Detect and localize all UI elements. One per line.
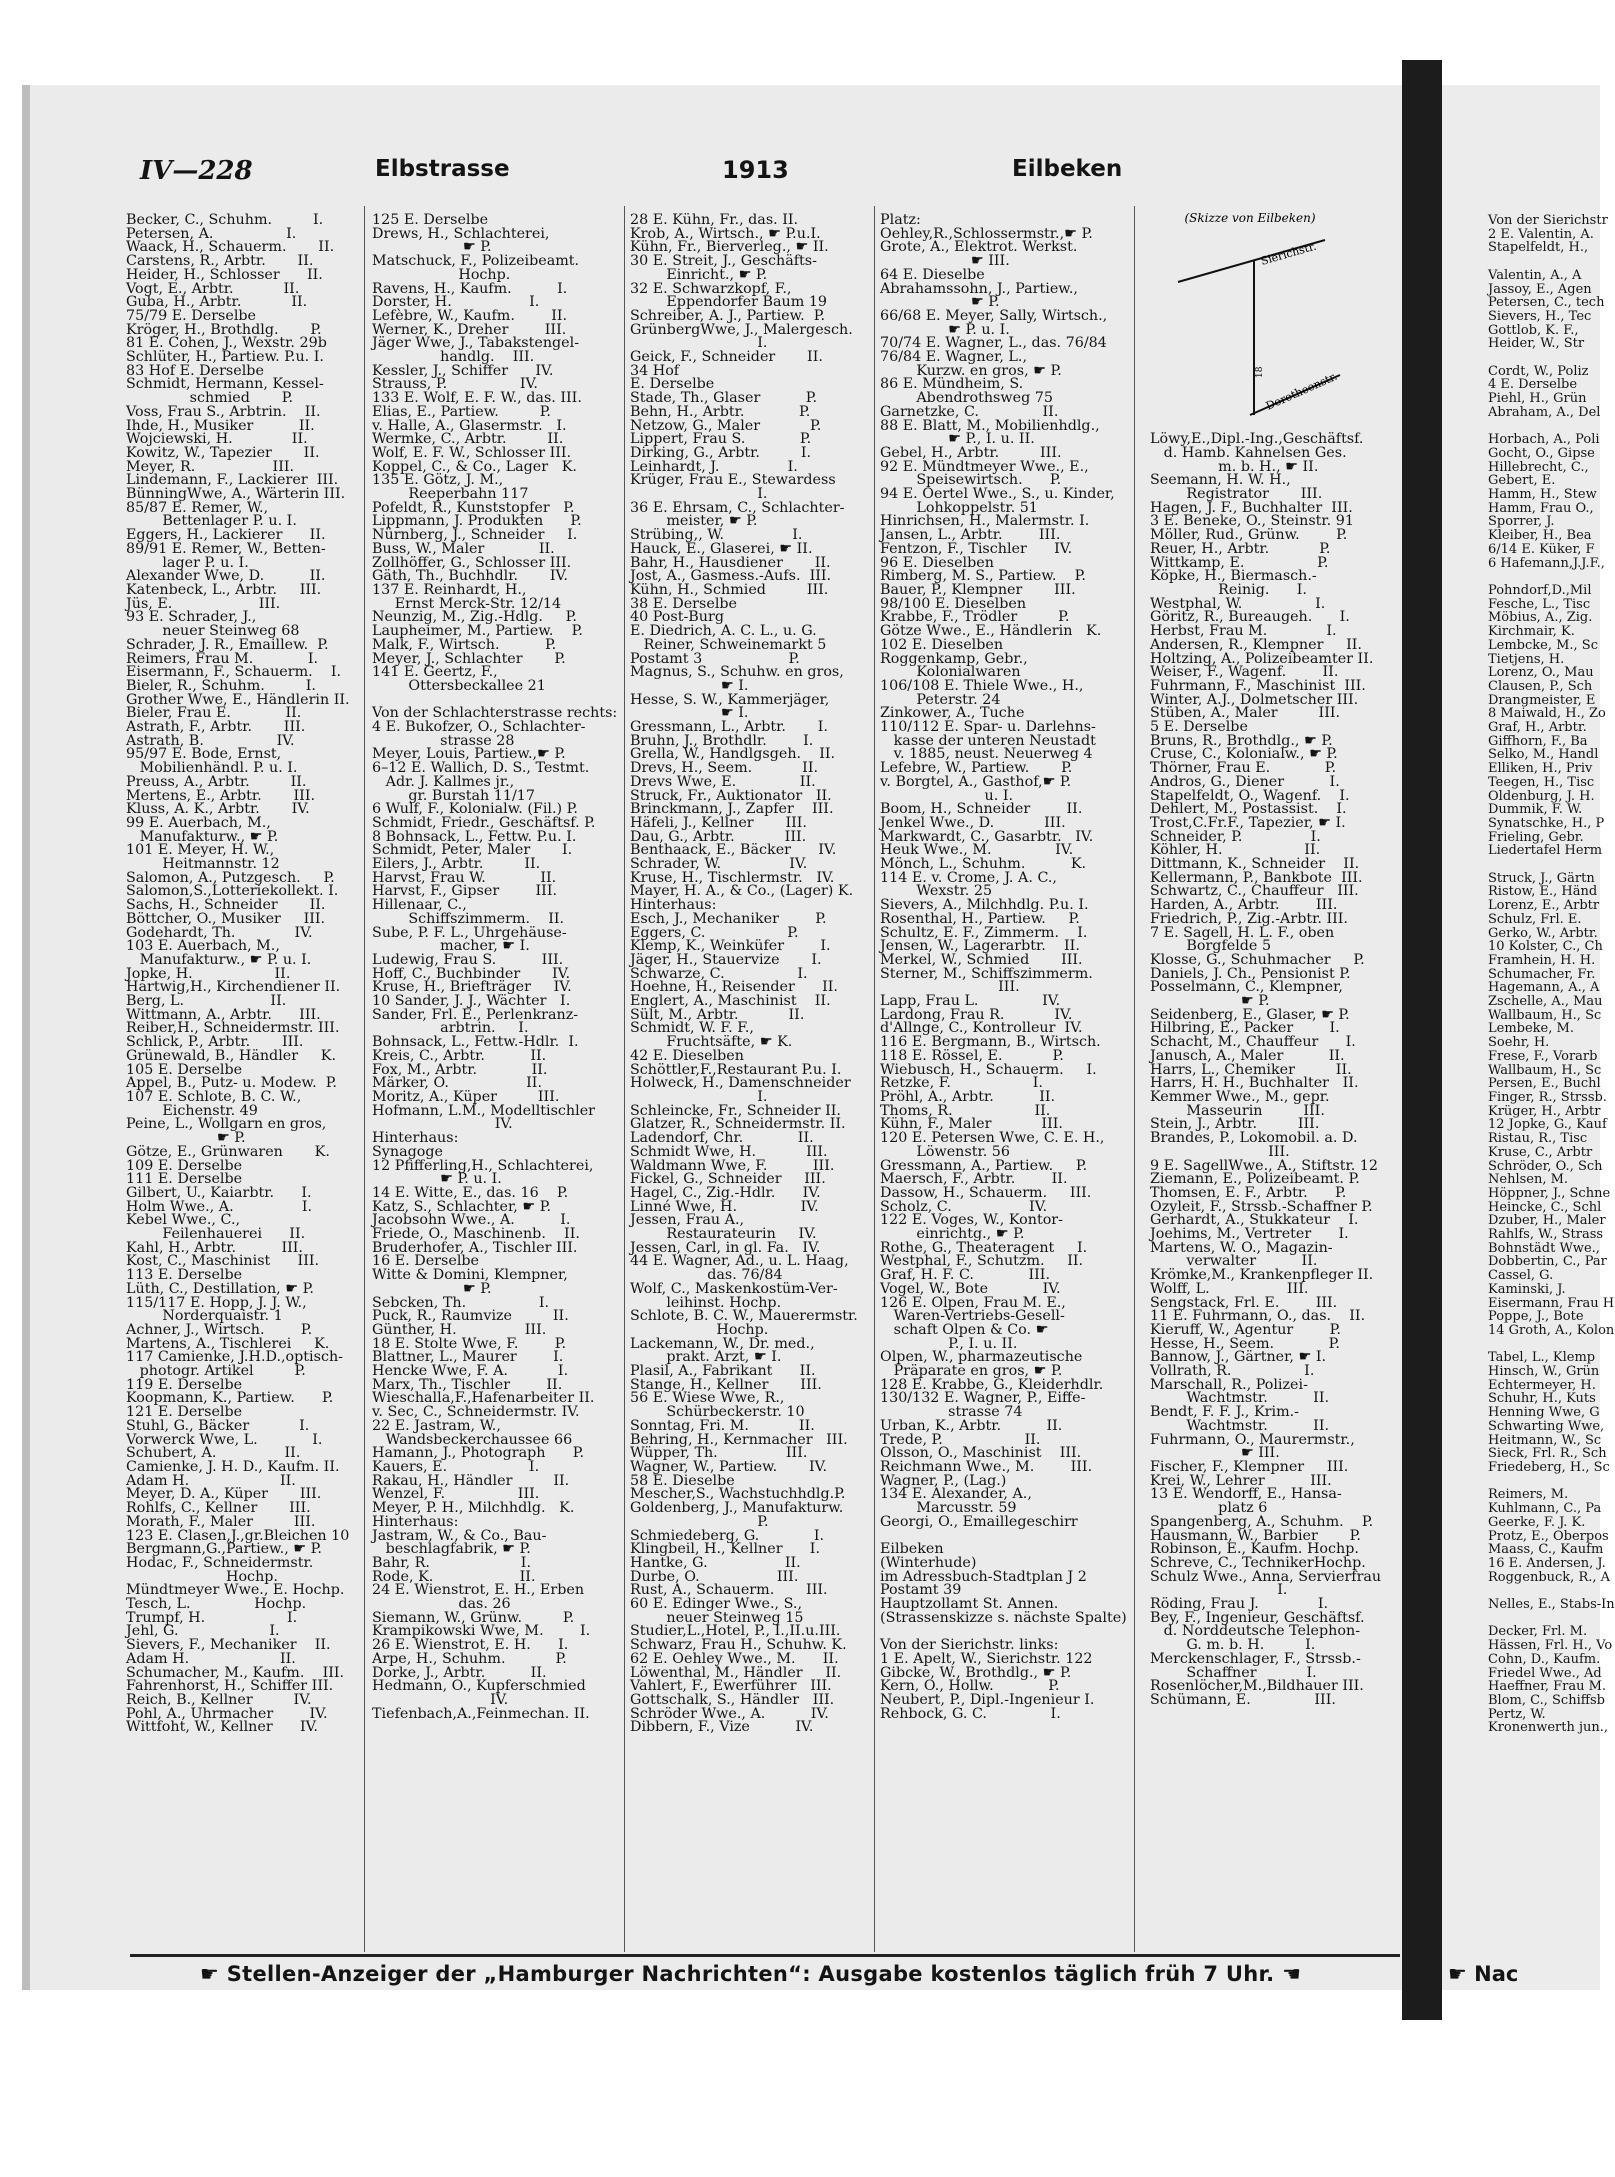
- column-divider: [624, 206, 625, 1952]
- sketch-number: 18: [1255, 366, 1265, 378]
- column-divider: [364, 206, 365, 1952]
- header-year: 1913: [722, 156, 789, 184]
- column-divider: [874, 206, 875, 1952]
- header-street-right: Eilbeken: [1012, 156, 1123, 182]
- column-1: Becker, C., Schuhm. I. Petersen, A. I. Waack, H., Schauerm. II. Carstens, R., Arbtr. II. Heider, H., Schlosser II. Vogt, E., Arbtr. II. Guba, H., Arbtr. II. 75/79 E. Derselbe Kröger, H., Brothdlg. P. 81 E. Cohen, J., Wexstr. 29b Schlüter, H., Partiew. P.u. I. 83 Hof E. Derselbe Schmidt, Hermann, Kessel- schmied P. Voss, Frau S., Arbtrin. II. Ihde, H., Musiker II. Wojciewski, H. II. Kowitz, W., Tapezier II. Meyer, R. III. Lindemann, F., Lackierer III. BünningWwe, A., Wärterin III. 85/87 E. Remer, W., Bettenlager P. u. I. Eggers, H., Lackierer II. 89/91 E. Remer, W., Betten- lager P. u. I. Alexander Wwe, D. II. Katenbeck, L., Arbtr. III. Jüs, E. III. 93 E. Schrader, J., neuer Steinweg 68 Schrader, J. R., Emaillew. P. Reimers, Frau M. I. Eisermann, F., Schauerm. I. Bieler, R., Schuhm. I. Grother Wwe, E., Händlerin II. Bieler, Frau E. II. Astrath, F., Arbtr. III. Astrath, B. IV. 95/97 E. Bode, Ernst, Mobilienhändl. P. u. I. Preuss, A., Arbtr. II. Mertens, E., Arbtr. III. Kluss, A. K., Arbtr. IV. 99 E. Auerbach, M., Manufakturw., ☛ P. 101 E. Meyer, H. W., Heitmannstr. 12 Salomon, A., Putzgesch. P. Salomon,S.,Lotteriekollekt. I. Sachs, H., Schneider II. Böttcher, O., Musiker III. Godehardt, Th. IV. 103 E. Auerbach, M., Manufakturw., ☛ P. u. I. Jopke, H. II. Hartwig,H., Kirchendiener II. Berg, L. II. Wittmann, A., Arbtr. III. Reiber,H., Schneidermstr. III. Schlick, P., Arbtr. III. Grünewald, B., Händler K. 105 E. Derselbe Appel, B., Putz- u. Modew. P. 107 E. Schlote, B. C. W., Eichenstr. 49 Peine, L., Wollgarn en gros, ☛ P. Götze, E., Grünwaren K. 109 E. Derselbe 111 E. Derselbe Gilbert, U., Kaiarbtr. I. Holm Wwe., A. I. Kebel Wwe., C., Feilenhauerei II. Kahl, H., Arbtr. III. Kost, C., Maschinist III. 113 E. Derselbe Lüth, C., Destillation, ☛ P. 115/117 E. Hopp, J. J. W., Norderquaistr. 1 Achner, J., Wirtsch. P. Martens, A., Tischlerei K. 117 Camienke, J.H.D.,optisch- photogr. Artikel P. 119 E. Derselbe Koopmann, K., Partiew. P. 121 E. Derselbe Stuhl, G., Bäcker I. Vorwerck Wwe, L. I. Schubert, A. II. Camienke, J. H. D., Kaufm. II. Adam H. II. Meyer, D. A., Küper III. Rohlfs, C., Kellner III. Morath, F., Maler III. 123 E. Clasen,J.,gr.Bleichen 10 Bergmann,G.,Partiew., ☛ P. Hodac, F., Schneidermstr. Hochp. Mündtmeyer Wwe., E. Hochp. Tesch, L. Hochp. Trumpf, H. I. Jehl, G. I. Sievers, F., Mechaniker II. Adam H. II. Schumacher, M., Kaufm. III. Fahrenhorst, H., Schiffer III. Reich, B., Kellner IV. Pohl, A., Uhrmacher IV. Wittfoht, W., Kellner IV.: [126, 212, 350, 1736]
- sketch-label-sierichstr: Sierichstr.: [1259, 239, 1318, 268]
- sketch-label-dorotheenstr: Dorotheenstr.: [1263, 369, 1340, 413]
- page-edge: [22, 85, 30, 1990]
- page-number: IV—228: [140, 156, 253, 186]
- column-5: Löwy,E.,Dipl.-Ing.,Geschäftsf. d. Hamb. Kahnelsen Ges. m. b. H., ☛ II. Seemann, H. W. H., Registrator III. Hagen, J. F., Buchhalter III. 3 E. Beneke, O., Steinstr. 91 Möller, Rud., Grünw. P. Reuer, H., Arbtr. P. Wittkamp, E. P. Köpke, H., Biermasch.- Reinig. I. Westphal, W. I. Göritz, R., Bureaugeh. I. Herbst, Frau M. I. Andersen, R., Klempner II. Holtzing, A., Polizeibeamter II. Weiser, F., Wagenf. II. Fuhrmann, F., Maschinist III. Winter, A.J., Dolmetscher III. Stüben, A., Maler III. 5 E. Derselbe Bruns, R., Brothdlg., ☛ P. Cruse, C., Kolonialw., ☛ P. Thörner, Frau E. P. Andros, G., Diener I. Stapelfeldt, O., Wagenf. I. Dehlert, M., Postassist. I. Trost,C.Fr.F., Tapezier, ☛ I. Schneider, P. I. Köhler, H. II. Dittmann, K., Schneider II. Kellermann, P., Bankbote III. Schwartz, C., Chauffeur III. Harden, A., Arbtr. III. Friedrich, P., Zig.-Arbtr. III. 7 E. Sagell, H. L. F., oben Borgfelde 5 Klosse, G., Schuhmacher P. Daniels, J. Ch., Pensionist P. Posselmann, C., Klempner, ☛ P. Seidenberg, E., Glaser, ☛ P. Hilbring, E., Packer I. Schacht, M., Chauffeur I. Janusch, A., Maler II. Harrs, L., Chemiker II. Harrs, H. H., Buchhalter II. Kemmer Wwe., M., gepr. Masseurin III. Stein, J., Arbtr. III. Brandes, P., Lokomobil. a. D. III. 9 E. SagellWwe., A., Stiftstr. 12 Ziemann, E., Polizeibeamt. P. Thomsen, E. F., Arbtr. P. Ozyleit, F., Strssb.-Schaffner P. Gerhardt, A., Stukkateur I. Joehims, M., Vertreter I. Martens, W. O., Magazin- verwalter II. Krömke,M., Krankenpfleger II. Wolff, L. III. Sengstack, Frl. E. III. 11 E. Fuhrmann, O., das. II. Kieruff, W., Agentur P. Hesse, H., Seem. P. Bannow, J., Gärtner, ☛ I. Vollrath, R. I. Marschall, R., Polizei- Wachtmstr. II. Bendt, F. F. J., Krim.- Wachtmstr. II. Fuhrmann, O., Maurermstr., ☛ III. Fischer, F., Klempner III. Krei, W., Lehrer III. 13 E. Wendorff, E., Hansa- platz 6 Spangenberg, A., Schuhm. P. Hausmann, W., Barbier P. Robinson, E., Kaufm. Hochp. Schreve, C., TechnikerHochp. Schulz Wwe., Anna, Servierfrau I. Röding, Frau J. I. Bey, F., Ingenieur, Geschäftsf. d. Norddeutsche Telephon- G. m. b. H. I. Merckenschlager, F., Strssb.- Schaffner I. Rosenlöcher,M.,Bildhauer III. Schümann, E. III.: [1150, 431, 1382, 1708]
- facing-page-column: Von der Sierichstr 2 E. Valentin, A. Stapelfeldt, H., Valentin, A., A Jassoy, E., Agen Petersen, C., tech Sievers, H., Tec Gottlob, K. F., Heider, W., Str Cordt, W., Poliz 4 E. Derselbe Piehl, H., Grün Abraham, A., Del Horbach, A., Poli Gocht, O., Gipse Hillebrecht, C., Gebert, E. Hamm, H., Stew Hamm, Frau O., Sporrer, J. Kleiber, H., Bea 6/14 E. Küker, F 6 Hafemann,J.J.F., Pohndorf,D.,Mil Fesche, L., Tisc Möbius, A., Zig. Kirchmair, K. Lembcke, M., Sc Tietjens, H. Lorenz, O., Mau Clausen, P., Sch Drangmeister, E 8 Maiwald, H., Zo Graf, H., Arbtr. Giffhorn, F., Ba Selko, M., Handl Elliken, H., Priv Teegen, H., Tisc Oldenburg, J. H. Dummik, F. W. Synatschke, H., P Frieling, Gebr. Liedertafel Herm Struck, J., Gärtn Ristow, E., Händ Lorenz, E., Arbtr Schulz, Frl. E. Gerko, W., Arbtr. 10 Kolster, C., Ch Framhein, H. H. Schumacher, Fr. Hagemann, A., A Zschelle, A., Mau Wallbaum, H., Sc Lembeke, M. Soehr, H. Frese, F., Vorarb Wallbaum, H., Sc Persen, E., Buchl Finger, R., Strssb. Krüger, H., Arbtr 12 Jopke, G., Kauf Ristau, R., Tisc Kruse, C., Arbtr Schröder, O., Sch Nehlsen, M. Höppner, J., Schne Heincke, C., Schl Dzuber, H., Maler Rahlfs, W., Strass Bohnstädt Wwe., Dobbertin, C., Par Cassel, G. Kaminski, J. Eisermann, Frau H Poppe, J., Bote 14 Groth, A., Kolon Tabel, L., Klemp Hinsch, W., Grün Echtermeyer, H. Schuhr, H., Kuts Henning Wwe, G Schwarting Wwe, Heitmann, W., Sc Sieck, Frl. R., Sch Friedeberg, H., Sc Reimers, M. Kuhlmann, C., Pa Geerke, F. J. K. Protz, E., Oberpos Maass, C., Kaufm 16 E. Andersen, J. Roggenbuck, R., A Nelles, E., Stabs-In Decker, Frl. M. Hässen, Frl. H., Vo Cohn, D., Kaufm. Friedel Wwe., Ad Haeffner, Frau M. Blom, C., Schiffsb Pertz, W. Kronenwerth jun.,: [1488, 213, 1615, 1736]
- header-street-left: Elbstrasse: [375, 156, 510, 182]
- book-gutter: [1402, 60, 1442, 2020]
- column-3: 28 E. Kühn, Fr., das. II. Krob, A., Wirtsch., ☛ P.u.I. Kühn, Fr., Bierverleg., ☛ II. 30 E. Streit, J., Geschäfts- Einricht., ☛ P. 32 E. Schwarzkopf, F., Eppendorfer Baum 19 Schreiber, A. J., Partiew. P. GrünbergWwe, J., Malergesch. I. Geick, F., Schneider II. 34 Hof E. Derselbe Stade, Th., Glaser P. Behn, H., Arbtr. P. Netzow, G., Maler P. Lippert, Frau S. P. Dirking, G., Arbtr. I. Leinhardt, J. I. Krüger, Frau E., Stewardess I. 36 E. Ehrsam, C., Schlachter- meister, ☛ P. Strübing,, W. I. Hauck, E., Glaserei, ☛ II. Bahr, H., Hausdiener II. Jost, A., Gasmess.-Aufs. III. Kühn, H., Schmied III. 38 E. Derselbe 40 Post-Burg E. Diedrich, A. C. L., u. G. Reiner, Schweinemarkt 5 Postamt 3 P. Magnus, S., Schuhw. en gros, ☛ I. Hesse, S. W., Kammerjäger, ☛ I. Gressmann, L., Arbtr. I. Bruhn, J., Brothdlr. I. Grella, W., Handlgsgeh. II. Drevs, H., Seem. II. Drevs Wwe, E. II. Struck, Fr., Auktionator II. Brinckmann, J., Zapfer III. Häfeli, J., Kellner III. Dau, G., Arbtr. III. Benthaack, E., Bäcker IV. Schrader, W. IV. Kruse, H., Tischlermstr. IV. Mayer, H. A., & Co., (Lager) K. Hinterhaus: Esch, J., Mechaniker P. Eggers, C. P. Klemp, K., Weinküfer I. Jäger, H., Stauervize I. Schwarze, C. I. Hoehne, H., Reisender II. Englert, A., Maschinist II. Sült, M., Arbtr. II. Schmidt, W. F. F., Fruchtsäfte, ☛ K. 42 E. Dieselben Schöttler,F.,Restaurant P.u. I. Holweck, H., Damenschneider I. Schleincke, Fr., Schneider II. Glatzer, R., Schneidermstr. II. Ladendorf, Chr. II. Schmidt Wwe, H. III. Waldmann Wwe, F. III. Fickel, G., Schneider III. Hagel, C., Zig.-Hdlr. IV. Linné Wwe, H. IV. Jessen, Frau A., Restaurateurin IV. Jessen, Carl, in gl. Fa. IV. 44 E. Wagner, Ad., u. L. Haag, das. 76/84 Wolf, C., Maskenkostüm-Ver- leihinst. Hochp. Schlote, B. C. W., Mauerermstr. Hochp. Lackemann, W., Dr. med., prakt. Arzt, ☛ I. Plasil, A., Fabrikant II. Stange, H., Kellner III. 56 E. Wiese Wwe, R., Schürbeckerstr. 10 Sonntag, Fri. M. II. Behring, H., Kernmacher III. Wüpper, Th. III. Wagner, W., Partiew. IV. 58 E. Dieselbe Mescher,S., Wachstuchhdlg.P. Goldenberg, J., Manufakturw. P. Schmiedeberg, G. I. Klingbeil, H., Kellner I. Hantke, G. II. Durbe, O. III. Rust, A., Schauerm. III. 60 E. Edinger Wwe., S., neuer Steinweg 15 Studier,L.,Hotel, P., I.,II.u.III. Schwarz, Frau H., Schuhw. K. 62 E. Oehley Wwe., M. II. Löwenthal, M., Händler II. Vahlert, F., Ewerführer III. Gottschalk, S., Händler III. Schröder Wwe., A. IV. Dibbern, F., Vize IV.: [630, 212, 858, 1736]
- facing-footer-fragment: ☛ Nac: [1448, 1962, 1519, 1986]
- column-2: 125 E. Derselbe Drews, H., Schlachterei, ☛ P. Matschuck, F., Polizeibeamt. Hochp. Ravens, H., Kaufm. I. Dorster, H. I. Lefèbre, W., Kaufm. II. Werner, K., Dreher III. Jäger Wwe, J., Tabakstengel- handlg. III. Kessler, J., Schiffer IV. Strauss, P. IV. 133 E. Wolf, E. F. W., das. III. Elias, E., Partiew. P. v. Halle, A., Glasermstr. I. Wermke, C., Arbtr. II. Wolf, E. F. W., Schlosser III. Koppel, C., & Co., Lager K. 135 E. Götz, J. M., Reeperbahn 117 Pofeldt, R., Kunststopfer P. Lippmann, J. Produkten P. Nürnberg, J., Schneider I. Buss, W., Maler II. Zollhöffer, G., Schlosser III. Gäth, Th., Buchhdlr. IV. 137 E. Reinhardt, H., Ernst Merck-Str. 12/14 Neunzig, M., Zig.-Hdlg. P. Laupheimer, M., Partiew. P. Malk, F., Wirtsch. P. Meyer, J., Schlachter P. 141 E. Geertz, F., Ottersbeckallee 21 Von der Schlachterstrasse rechts: 4 E. Bukofzer, O., Schlachter- strasse 28 Meyer, Louis, Partiew.,☛ P. 6–12 E. Wallich, D. S., Testmt. Adr. J. Kallmes jr., gr. Burstah 11/17 6 Wulf, F., Kolonialw. (Fil.) P. Schmidt, Friedr., Geschäftsf. P. 8 Bohnsack, L., Fettw. P.u. I. Schmidt, Peter, Maler I. Eilers, J., Arbtr. II. Harvst, Frau W. II. Harvst, F., Gipser III. Hillenaar, C., Schiffszimmerm. II. Sube, P. F. L., Uhrgehäuse- macher, ☛ I. Ludewig, Frau S. III. Hoff, C., Buchbinder IV. Kruse, H., Briefträger IV. 10 Sander, J. J., Wächter I. Sander, Frl. E., Perlenkranz- arbtrin. I. Bohnsack, L., Fettw.-Hdlr. I. Kreis, C., Arbtr. II. Fox, M., Arbtr. II. Märker, O. II. Moritz, A., Küper III. Hofmann, L.M., Modelltischler IV. Hinterhaus: Synagoge 12 Pfifferling,H., Schlachterei, ☛ P. u. I. 14 E. Witte, E., das. 16 P. Katz, S., Schlachter, ☛ P. Jacobsohn Wwe., A. I. Friede, O., Maschinenb. II. Bruderhofer, A., Tischler III. 16 E. Derselbe Witte & Domini, Klempner, ☛ P. Sebcken, Th. I. Puck, R., Raumvize II. Günther, H. III. 18 E. Stolte Wwe, F. P. Blattner, L., Maurer I. Hencke Wwe, F. A. I. Marx, Th., Tischler II. Wieschalla,F.,Hafenarbeiter II. v. Sec, C., Schneidermstr. IV. 22 E. Jastram, W., Wandsbeckerchaussee 66 Hamann, J., Photograph P. Kauers, E. I. Rakau, H., Händler II. Wenzel, F. III. Meyer, P. H., Milchhdlg. K. Hinterhaus: Jastram, W., & Co., Bau- beschlagfabrik, ☛ P. Bahr, R. I. Rode, K. II. 24 E. Wienstrot, E. H., Erben das. 26 Siemann, W., Grünw. P. Krampikowski Wwe, M. I. 26 E. Wienstrot, E. H. I. Arpe, H., Schuhm. P. Dorke, J., Arbtr. II. Hedmann, O., Kupferschmied IV. Tiefenbach,A.,Feinmechan. II.: [372, 212, 618, 1722]
- column-4: Platz: Oehley,R.,Schlossermstr.,☛ P. Grote, A., Elektrot. Werkst. ☛ III. 64 E. Dieselbe Abrahamssohn, J., Partiew., ☛ P. 66/68 E. Meyer, Sally, Wirtsch., ☛ P. u. I. 70/74 E. Wagner, L., das. 76/84 76/84 E. Wagner, L., Kurzw. en gros, ☛ P. 86 E. Mündheim, S. Abendrothsweg 75 Garnetzke, C. II. 88 E. Blatt, M., Mobilienhdlg., ☛ P., I. u. II. Gebel, H., Arbtr. III. 92 E. Mündtmeyer Wwe., E., Speisewirtsch. P. 94 E. Oertel Wwe., S., u. Kinder, Lohkoppelstr. 51 Hinrichsen, H., Malermstr. I. Jansen, L., Arbtr. III. Fentzon, F., Tischler IV. 96 E. Dieselben Rimberg, M. S., Partiew. P. Bauer, P., Klempner III. 98/100 E. Dieselben Krabbe, F., Trödler P. Götze Wwe., E., Händlerin K. 102 E. Dieselben Roggenkamp, Gebr., Kolonialwaren 106/108 E. Thiele Wwe., H., Peterstr. 24 Zinkower, A., Tuche 110/112 E. Spar- u. Darlehns- kasse der unteren Neustadt v. 1885, neust. Neuerweg 4 Lefebre, W., Partiew. P. v. Borgtel, A., Gasthof,☛ P. u. I. Boom, H., Schneider II. Jenkel Wwe., D. III. Markwardt, C., Gasarbtr. IV. Heuk Wwe., M. IV. Mönch, L., Schuhm. K. 114 E. v. Crome, J. A. C., Wexstr. 25 Sievers, A., Milchhdlg. P.u. I. Rosenthal, H., Partiew. P. Schultz, E. F., Zimmerm. I. Jensen, W., Lagerarbtr. II. Merkel, W., Schmied III. Sterner, M., Schiffszimmerm. III. Lapp, Frau L. IV. Lardong, Frau R. IV. d'Allnge, C., Kontrolleur IV. 116 E. Bergmann, B., Wirtsch. 118 E. Rössel, E. P. Wiebusch, H., Schauerm. I. Retzke, F. I. Pröhl, A., Arbtr. II. Thoms, R. II. Kühn, F., Maler III. 120 E. Petersen Wwe, C. E. H., Löwenstr. 56 Gressmann, A., Partiew. P. Maersch, F., Arbtr. II. Dassow, H., Schauerm. III. Scholz, C. IV. 122 E. Voges, W., Kontor- einrichtg., ☛ P. Rothe, G., Theateragent I. Westphal, F., Schutzm. II. Graf, H. F. C. III. Vogel, W., Bote IV. 126 E. Olpen, Frau M. E., Waren-Vertriebs-Gesell- schaft Olpen & Co. ☛ P., I. u. II. Olpen, W., pharmazeutische Präparate en gros, ☛ P. 128 E. Krabbe, G., Kleiderhdlr. 130/132 E. Wagner, P., Eiffe- strasse 74 Urban, K., Arbtr. II. Trede, P. II. Olsson, O., Maschinist III. Reichmann Wwe., M. III. Wagner, P., (Lag.) 134 E. Alexander, A., Marcusstr. 59 Georgi, O., Emaillegeschirr Eilbeken (Winterhude) im Adressbuch-Stadtplan J 2 Postamt 39 Hauptzollamt St. Annen. (Strassenskizze s. nächste Spalte) Von der Sierichstr. links: 1 E. Apelt, W., Sierichstr. 122 Gibcke, W., Brothdlg., ☛ P. Kern, O., Hollw. P. Neubert, P., Dipl.-Ingenieur I. Rehbock, G. C. I.: [880, 212, 1127, 1722]
- footer-advertisement: ☛ Stellen-Anzeiger der „Hamburger Nachrichten“: Ausgabe kostenlos täglich früh 7 Uhr. ☚: [200, 1962, 1302, 1986]
- sketch-caption: (Skizze von Eilbeken): [1184, 211, 1316, 225]
- street-sketch: [1150, 210, 1350, 460]
- column-divider: [1134, 206, 1135, 1952]
- footer-rule: [130, 1954, 1400, 1957]
